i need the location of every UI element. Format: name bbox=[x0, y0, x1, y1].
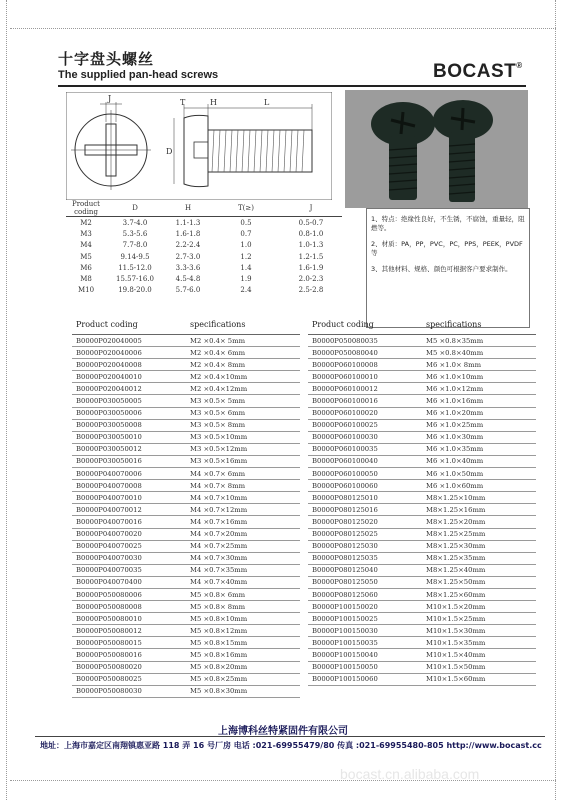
table-row bbox=[72, 528, 300, 540]
product-code-cell: B0000P080125010 bbox=[308, 492, 426, 504]
cell: M3 bbox=[80, 229, 92, 238]
dim-label-j: J bbox=[108, 94, 112, 103]
cell: 2.7-3.0 bbox=[175, 252, 201, 261]
product-code-cell: B0000P060100020 bbox=[308, 407, 426, 419]
header-j: J bbox=[309, 204, 313, 212]
specification-cell: M6 ×1.0×35mm bbox=[426, 443, 536, 455]
table-row bbox=[308, 576, 536, 588]
product-code-cell: B0000P100150050 bbox=[308, 661, 426, 673]
table-row bbox=[66, 251, 342, 262]
cell: 0.5-0.7 bbox=[298, 218, 324, 227]
table-row bbox=[308, 552, 536, 564]
specification-cell: M4 ×0.7× 6mm bbox=[190, 468, 300, 480]
table-row bbox=[72, 407, 300, 419]
table-row bbox=[72, 564, 300, 576]
table-row bbox=[72, 540, 300, 552]
specification-cell: M10×1.5×50mm bbox=[426, 661, 536, 673]
specification-cell: M4 ×0.7×16mm bbox=[190, 516, 300, 528]
specification-cell: M10×1.5×60mm bbox=[426, 673, 536, 685]
cell: 1.6-1.9 bbox=[298, 263, 324, 272]
cell: 15.57-16.0 bbox=[116, 275, 154, 284]
cell: 0.8-1.0 bbox=[298, 229, 324, 238]
product-code-cell: B0000P060100012 bbox=[308, 383, 426, 395]
cell: 1.0 bbox=[240, 241, 252, 250]
cell: 7.7-8.0 bbox=[122, 241, 148, 250]
product-code-cell: B0000P080125035 bbox=[308, 552, 426, 564]
specification-cell: M3 ×0.5×16mm bbox=[190, 455, 300, 467]
product-code-cell: B0000P100150025 bbox=[308, 613, 426, 625]
specification-cell: M8×1.25×10mm bbox=[426, 492, 536, 504]
spec-table-right bbox=[308, 314, 536, 686]
specification-cell: M3 ×0.5× 8mm bbox=[190, 419, 300, 431]
specification-cell: M4 ×0.7×25mm bbox=[190, 540, 300, 552]
table-row bbox=[72, 588, 300, 600]
header-h: H bbox=[184, 204, 192, 212]
product-code-cell: B0000P060100060 bbox=[308, 480, 426, 492]
product-code-cell: B0000P060100010 bbox=[308, 371, 426, 383]
screw-technical-drawing bbox=[66, 92, 332, 200]
product-code-cell: B0000P050080012 bbox=[72, 625, 190, 637]
specification-cell: M2 ×0.4× 5mm bbox=[190, 335, 300, 347]
specification-cell: M4 ×0.7×20mm bbox=[190, 528, 300, 540]
specification-cell: M3 ×0.5× 6mm bbox=[190, 407, 300, 419]
table-row bbox=[72, 383, 300, 395]
table-row bbox=[72, 455, 300, 467]
specification-cell: M10×1.5×20mm bbox=[426, 601, 536, 613]
cell: 1.2-1.5 bbox=[298, 252, 324, 261]
product-code-cell: B0000P050080016 bbox=[72, 649, 190, 661]
specification-cell: M10×1.5×40mm bbox=[426, 649, 536, 661]
margin-line-left bbox=[6, 0, 7, 800]
cell: 5.7-6.0 bbox=[175, 286, 201, 295]
table-row bbox=[308, 564, 536, 576]
specification-cell: M3 ×0.5×12mm bbox=[190, 443, 300, 455]
specification-cell: M6 ×1.0×25mm bbox=[426, 419, 536, 431]
specification-cell: M2 ×0.4× 8mm bbox=[190, 359, 300, 371]
table-row bbox=[72, 601, 300, 613]
spec-table-header bbox=[308, 314, 536, 335]
dim-label-h: H bbox=[210, 98, 217, 107]
specification-cell: M5 ×0.8×40mm bbox=[426, 347, 536, 359]
product-code-cell: B0000P040070012 bbox=[72, 504, 190, 516]
product-code-cell: B0000P100150030 bbox=[308, 625, 426, 637]
table-row bbox=[308, 480, 536, 492]
cell: 5.3-5.6 bbox=[122, 229, 148, 238]
specification-cell: M5 ×0.8×12mm bbox=[190, 625, 300, 637]
product-code-cell: B0000P040070035 bbox=[72, 564, 190, 576]
table-row bbox=[308, 371, 536, 383]
specification-cell: M6 ×1.0×30mm bbox=[426, 431, 536, 443]
table-row bbox=[72, 673, 300, 685]
specification-cell: M5 ×0.8×10mm bbox=[190, 613, 300, 625]
product-code-cell: B0000P040070010 bbox=[72, 492, 190, 504]
product-code-cell: B0000P050080020 bbox=[72, 661, 190, 673]
specification-cell: M8×1.25×30mm bbox=[426, 540, 536, 552]
product-code-cell: B0000P080125020 bbox=[308, 516, 426, 528]
specification-cell: M2 ×0.4× 6mm bbox=[190, 347, 300, 359]
product-code-cell: B0000P060100035 bbox=[308, 443, 426, 455]
table-row bbox=[72, 625, 300, 637]
table-row bbox=[72, 516, 300, 528]
table-row bbox=[308, 661, 536, 673]
table-row bbox=[72, 359, 300, 371]
product-code-cell: B0000P080125060 bbox=[308, 588, 426, 600]
product-code-cell: B0000P060100008 bbox=[308, 359, 426, 371]
table-row bbox=[72, 649, 300, 661]
product-code-cell: B0000P020040005 bbox=[72, 335, 190, 347]
table-row bbox=[66, 285, 342, 296]
table-row bbox=[66, 228, 342, 239]
table-row bbox=[72, 613, 300, 625]
product-code-cell: B0000P050080030 bbox=[72, 685, 190, 697]
product-code-cell: B0000P080125016 bbox=[308, 504, 426, 516]
note-custom: 3、其他材料、规格、颜色可根据客户要求制作。 bbox=[371, 265, 512, 273]
header-product-coding: Product coding bbox=[72, 314, 190, 335]
cell: 9.14-9.5 bbox=[120, 252, 150, 261]
table-row bbox=[308, 359, 536, 371]
product-code-cell: B0000P060100030 bbox=[308, 431, 426, 443]
table-row bbox=[72, 661, 300, 673]
product-code-cell: B0000P060100016 bbox=[308, 395, 426, 407]
specification-cell: M8×1.25×20mm bbox=[426, 516, 536, 528]
cell: 19.8-20.0 bbox=[118, 286, 152, 295]
guide-line bbox=[10, 28, 556, 29]
table-row bbox=[72, 576, 300, 588]
specification-cell: M6 ×1.0× 8mm bbox=[426, 359, 536, 371]
product-code-cell: B0000P080125040 bbox=[308, 564, 426, 576]
table-row bbox=[66, 262, 342, 273]
table-row bbox=[72, 552, 300, 564]
product-code-cell: B0000P060100025 bbox=[308, 419, 426, 431]
header-product-coding: Product coding bbox=[308, 314, 426, 335]
product-code-cell: B0000P060100050 bbox=[308, 468, 426, 480]
table-row bbox=[308, 431, 536, 443]
table-row bbox=[72, 419, 300, 431]
table-row bbox=[66, 273, 342, 284]
cell: M5 bbox=[80, 252, 92, 261]
margin-line-right bbox=[555, 0, 556, 800]
product-code-cell: B0000P030050016 bbox=[72, 455, 190, 467]
specification-cell: M8×1.25×16mm bbox=[426, 504, 536, 516]
cell: 1.9 bbox=[240, 275, 252, 284]
product-code-cell: B0000P050080010 bbox=[72, 613, 190, 625]
product-code-cell: B0000P050080035 bbox=[308, 335, 426, 347]
table-row bbox=[308, 347, 536, 359]
table-row bbox=[308, 673, 536, 685]
specification-cell: M4 ×0.7×35mm bbox=[190, 564, 300, 576]
product-code-cell: B0000P050080008 bbox=[72, 601, 190, 613]
header-product-coding: Product coding bbox=[72, 200, 100, 216]
table-row bbox=[308, 383, 536, 395]
specification-cell: M5 ×0.8×25mm bbox=[190, 673, 300, 685]
specification-cell: M4 ×0.7×40mm bbox=[190, 576, 300, 588]
table-row bbox=[72, 431, 300, 443]
cell: M6 bbox=[80, 263, 92, 272]
product-code-cell: B0000P050080040 bbox=[308, 347, 426, 359]
table-row bbox=[72, 468, 300, 480]
cell: 11.5-12.0 bbox=[118, 263, 152, 272]
product-code-cell: B0000P100150040 bbox=[308, 649, 426, 661]
specification-cell: M8×1.25×35mm bbox=[426, 552, 536, 564]
product-code-cell: B0000P080125025 bbox=[308, 528, 426, 540]
specification-cell: M3 ×0.5× 5mm bbox=[190, 395, 300, 407]
product-code-cell: B0000P030050008 bbox=[72, 419, 190, 431]
specification-cell: M8×1.25×60mm bbox=[426, 588, 536, 600]
specification-cell: M5 ×0.8× 6mm bbox=[190, 588, 300, 600]
cell: 4.5-4.8 bbox=[175, 275, 201, 284]
specification-cell: M4 ×0.7×12mm bbox=[190, 504, 300, 516]
specification-cell: M4 ×0.7×10mm bbox=[190, 492, 300, 504]
product-photo bbox=[345, 90, 528, 208]
table-row bbox=[308, 613, 536, 625]
specification-cell: M5 ×0.8×30mm bbox=[190, 685, 300, 697]
product-code-cell: B0000P020040012 bbox=[72, 383, 190, 395]
specification-cell: M6 ×1.0×50mm bbox=[426, 468, 536, 480]
table-row bbox=[308, 649, 536, 661]
product-code-cell: B0000P050080025 bbox=[72, 673, 190, 685]
table-row bbox=[308, 455, 536, 467]
specification-cell: M2 ×0.4×12mm bbox=[190, 383, 300, 395]
header-specifications: specifications bbox=[190, 314, 300, 335]
specification-cell: M5 ×0.8×35mm bbox=[426, 335, 536, 347]
cell: 3.7-4.0 bbox=[122, 218, 148, 227]
table-row bbox=[72, 395, 300, 407]
specification-cell: M4 ×0.7× 8mm bbox=[190, 480, 300, 492]
table-row bbox=[308, 601, 536, 613]
specification-cell: M6 ×1.0×60mm bbox=[426, 480, 536, 492]
table-row bbox=[308, 625, 536, 637]
product-code-cell: B0000P020040010 bbox=[72, 371, 190, 383]
product-code-cell: B0000P030050005 bbox=[72, 395, 190, 407]
product-code-cell: B0000P040070020 bbox=[72, 528, 190, 540]
company-name: 上海博科丝特紧固件有限公司 bbox=[218, 726, 348, 737]
cell: 2.4 bbox=[240, 286, 252, 295]
table-row bbox=[72, 637, 300, 649]
cell: 0.7 bbox=[240, 229, 252, 238]
table-row bbox=[308, 504, 536, 516]
specification-cell: M6 ×1.0×40mm bbox=[426, 455, 536, 467]
footer-rule bbox=[35, 736, 545, 737]
table-row bbox=[66, 217, 342, 229]
specification-cell: M10×1.5×30mm bbox=[426, 625, 536, 637]
header-rule bbox=[58, 85, 526, 87]
watermark: bocast.cn.alibaba.com bbox=[340, 766, 480, 782]
cell: M2 bbox=[80, 218, 92, 227]
product-code-cell: B0000P100150060 bbox=[308, 673, 426, 685]
specification-cell: M10×1.5×35mm bbox=[426, 637, 536, 649]
product-code-cell: B0000P040070008 bbox=[72, 480, 190, 492]
specification-cell: M2 ×0.4×10mm bbox=[190, 371, 300, 383]
cell: 2.2-2.4 bbox=[175, 241, 201, 250]
product-code-cell: B0000P020040006 bbox=[72, 347, 190, 359]
table-row bbox=[308, 419, 536, 431]
table-row bbox=[72, 443, 300, 455]
table-row bbox=[308, 540, 536, 552]
table-row bbox=[308, 588, 536, 600]
company-address: 地址：上海市嘉定区南翔镇惠亚路 118 弄 16 号厂房 电话 :021-69955479/80 传真 :021-69955480-805 http://www.bocast.cc bbox=[40, 741, 542, 750]
specification-cell: M3 ×0.5×10mm bbox=[190, 431, 300, 443]
specification-cell: M6 ×1.0×16mm bbox=[426, 395, 536, 407]
table-row bbox=[72, 347, 300, 359]
product-code-cell: B0000P030050006 bbox=[72, 407, 190, 419]
table-row bbox=[308, 492, 536, 504]
table-row bbox=[72, 504, 300, 516]
product-code-cell: B0000P060100040 bbox=[308, 455, 426, 467]
table-row bbox=[308, 335, 536, 347]
product-code-cell: B0000P100150035 bbox=[308, 637, 426, 649]
header-specifications: specifications bbox=[426, 314, 536, 335]
specification-cell: M10×1.5×25mm bbox=[426, 613, 536, 625]
cell: 1.1-1.3 bbox=[175, 218, 201, 227]
product-code-cell: B0000P030050010 bbox=[72, 431, 190, 443]
cell: 1.2 bbox=[240, 252, 252, 261]
specification-cell: M5 ×0.8× 8mm bbox=[190, 601, 300, 613]
specification-cell: M8×1.25×50mm bbox=[426, 576, 536, 588]
table-row bbox=[72, 480, 300, 492]
cell: M10 bbox=[77, 286, 95, 295]
product-code-cell: B0000P050080006 bbox=[72, 588, 190, 600]
spec-table-left bbox=[72, 314, 300, 698]
product-code-cell: B0000P030050012 bbox=[72, 443, 190, 455]
cell: 1.6-1.8 bbox=[175, 229, 201, 238]
cell: 2.0-2.3 bbox=[298, 275, 324, 284]
title-chinese: 十字盘头螺丝 bbox=[58, 50, 155, 68]
cell: M4 bbox=[80, 241, 92, 250]
header-t: T(≥) bbox=[238, 204, 254, 212]
product-code-cell: B0000P020040008 bbox=[72, 359, 190, 371]
specification-cell: M6 ×1.0×20mm bbox=[426, 407, 536, 419]
dim-label-d: D bbox=[166, 147, 173, 156]
cell: 1.4 bbox=[240, 263, 252, 272]
table-row bbox=[308, 468, 536, 480]
product-code-cell: B0000P040070016 bbox=[72, 516, 190, 528]
cell: 0.5 bbox=[240, 218, 252, 227]
note-features: 1、特点：绝缘性良好，不生锈，不腐蚀，重量轻，阻燃等。 bbox=[371, 215, 525, 232]
spec-table-header bbox=[72, 314, 300, 335]
table-row bbox=[72, 492, 300, 504]
product-code-cell: B0000P100150020 bbox=[308, 601, 426, 613]
specification-cell: M8×1.25×40mm bbox=[426, 564, 536, 576]
product-code-cell: B0000P040070006 bbox=[72, 468, 190, 480]
specification-cell: M8×1.25×25mm bbox=[426, 528, 536, 540]
table-row bbox=[308, 516, 536, 528]
specification-cell: M6 ×1.0×12mm bbox=[426, 383, 536, 395]
product-code-cell: B0000P040070025 bbox=[72, 540, 190, 552]
product-code-cell: B0000P080125050 bbox=[308, 576, 426, 588]
title-english: The supplied pan-head screws bbox=[58, 69, 219, 81]
cell: 1.0-1.3 bbox=[298, 241, 324, 250]
table-row bbox=[72, 685, 300, 697]
bocast-logo: BOCAST® bbox=[433, 61, 523, 82]
note-materials: 2、材质：PA，PP，PVC，PC，PPS，PEEK，PVDF等 bbox=[371, 240, 523, 257]
dim-label-t: T bbox=[180, 98, 186, 107]
table-row bbox=[72, 371, 300, 383]
specification-cell: M6 ×1.0×10mm bbox=[426, 371, 536, 383]
table-row bbox=[308, 395, 536, 407]
cell: M8 bbox=[80, 275, 92, 284]
features-notes-box bbox=[366, 208, 530, 328]
product-code-cell: B0000P050080015 bbox=[72, 637, 190, 649]
product-code-cell: B0000P040070030 bbox=[72, 552, 190, 564]
specification-cell: M4 ×0.7×30mm bbox=[190, 552, 300, 564]
product-code-cell: B0000P080125030 bbox=[308, 540, 426, 552]
table-row bbox=[308, 528, 536, 540]
dim-label-l: L bbox=[264, 98, 270, 107]
table-row bbox=[72, 335, 300, 347]
table-row bbox=[308, 407, 536, 419]
cell: 3.3-3.6 bbox=[175, 263, 201, 272]
specification-cell: M5 ×0.8×15mm bbox=[190, 637, 300, 649]
table-row bbox=[308, 443, 536, 455]
table-row bbox=[66, 240, 342, 251]
table-row bbox=[308, 637, 536, 649]
product-code-cell: B0000P040070400 bbox=[72, 576, 190, 588]
specification-cell: M5 ×0.8×16mm bbox=[190, 649, 300, 661]
specification-cell: M5 ×0.8×20mm bbox=[190, 661, 300, 673]
dimension-table-header bbox=[66, 200, 342, 217]
cell: 2.5-2.8 bbox=[298, 286, 324, 295]
dimension-table bbox=[66, 200, 342, 296]
header-d: D bbox=[132, 204, 138, 212]
